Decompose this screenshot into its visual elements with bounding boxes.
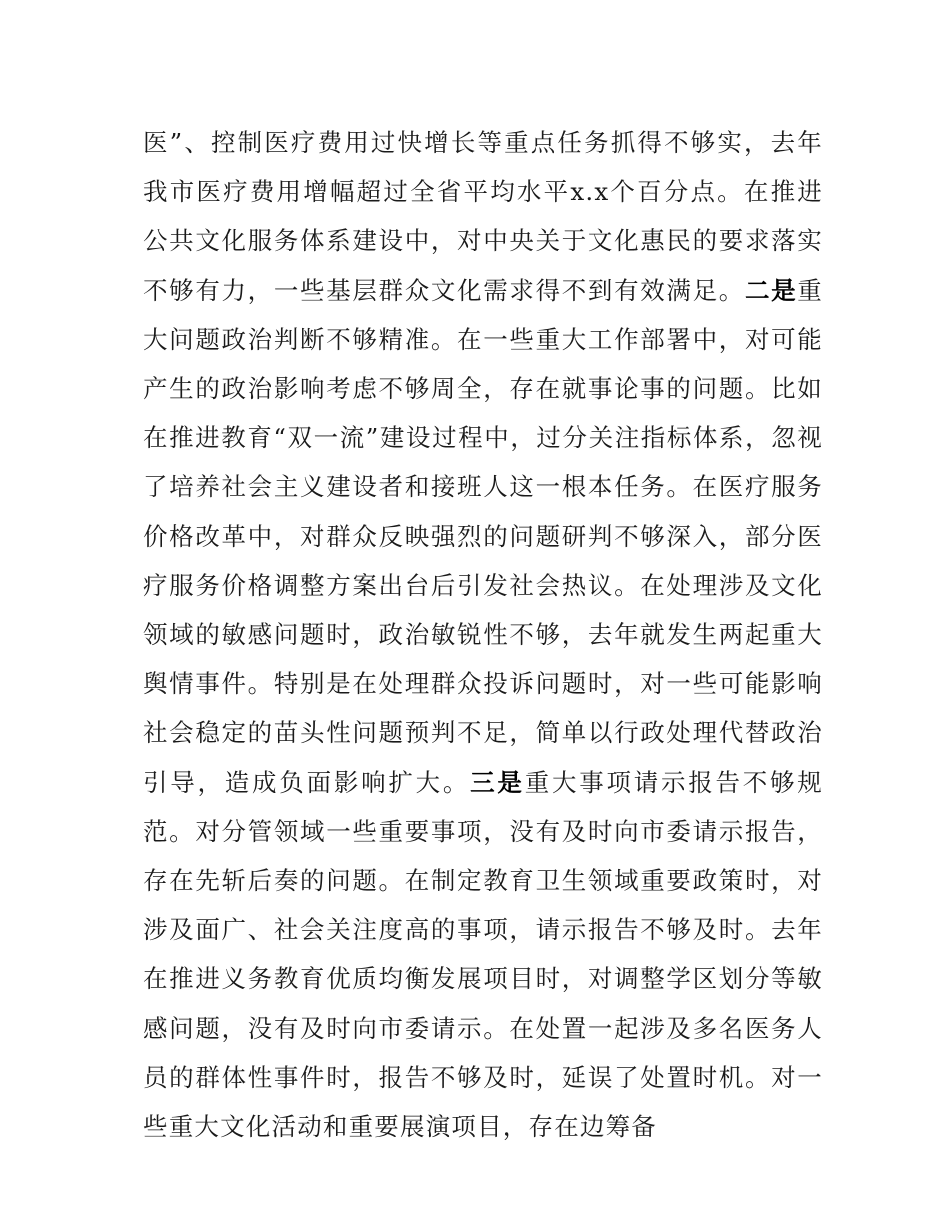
point-three-lead: 三是 [470,767,525,797]
paragraph-text: 重大问题政治判断不够精准。在一些重大工作部署中，对可能产生的政治影响考虑不够周全，存在就事论事的问题。比如在推进教育“双一流”建设过程中，过分关注指标体系，忽视了培养社会主义建设者和接班人这一根本任务。在医疗服务价格改革中，对群众反映强烈的问题研判不够深入，部分医疗服务价格调整方案出台后引发社会热议。在处理涉及文化领域的敏感问题时，政治敏锐性不够，去年就发生两起重大舆情事件。特别是在处理群众投诉问题时，对一些可能影响社会稳定的苗头性问题预判不足，简单以行政处理代替政治引导，造成负面影响扩大。 [143,275,823,797]
body-paragraph [143,118,823,1151]
point-two-lead: 二是 [744,275,798,305]
paragraph-text: 重大事项请示报告不够规范。对分管领域一些重要事项，没有及时向市委请示报告，存在先斩后奏的问题。在制定教育卫生领域重要政策时，对涉及面广、社会关注度高的事项，请示报告不够及时。去年在推进义务教育优质均衡发展项目时，对调整学区划分等敏感问题，没有及时向市委请示。在处置一起涉及多名医务人员的群体性事件时，报告不够及时，延误了处置时机。对一些重大文化活动和重要展演项目，存在边筹备 [143,767,824,1142]
paragraph-text: 医”、控制医疗费用过快增长等重点任务抓得不够实，去年我市医疗费用增幅超过全省平均水平x.x个百分点。在推进公共文化服务体系建设中，对中央关于文化惠民的要求落实不够有力，一些基层群众文化需求得不到有效满足。 [143,128,823,305]
